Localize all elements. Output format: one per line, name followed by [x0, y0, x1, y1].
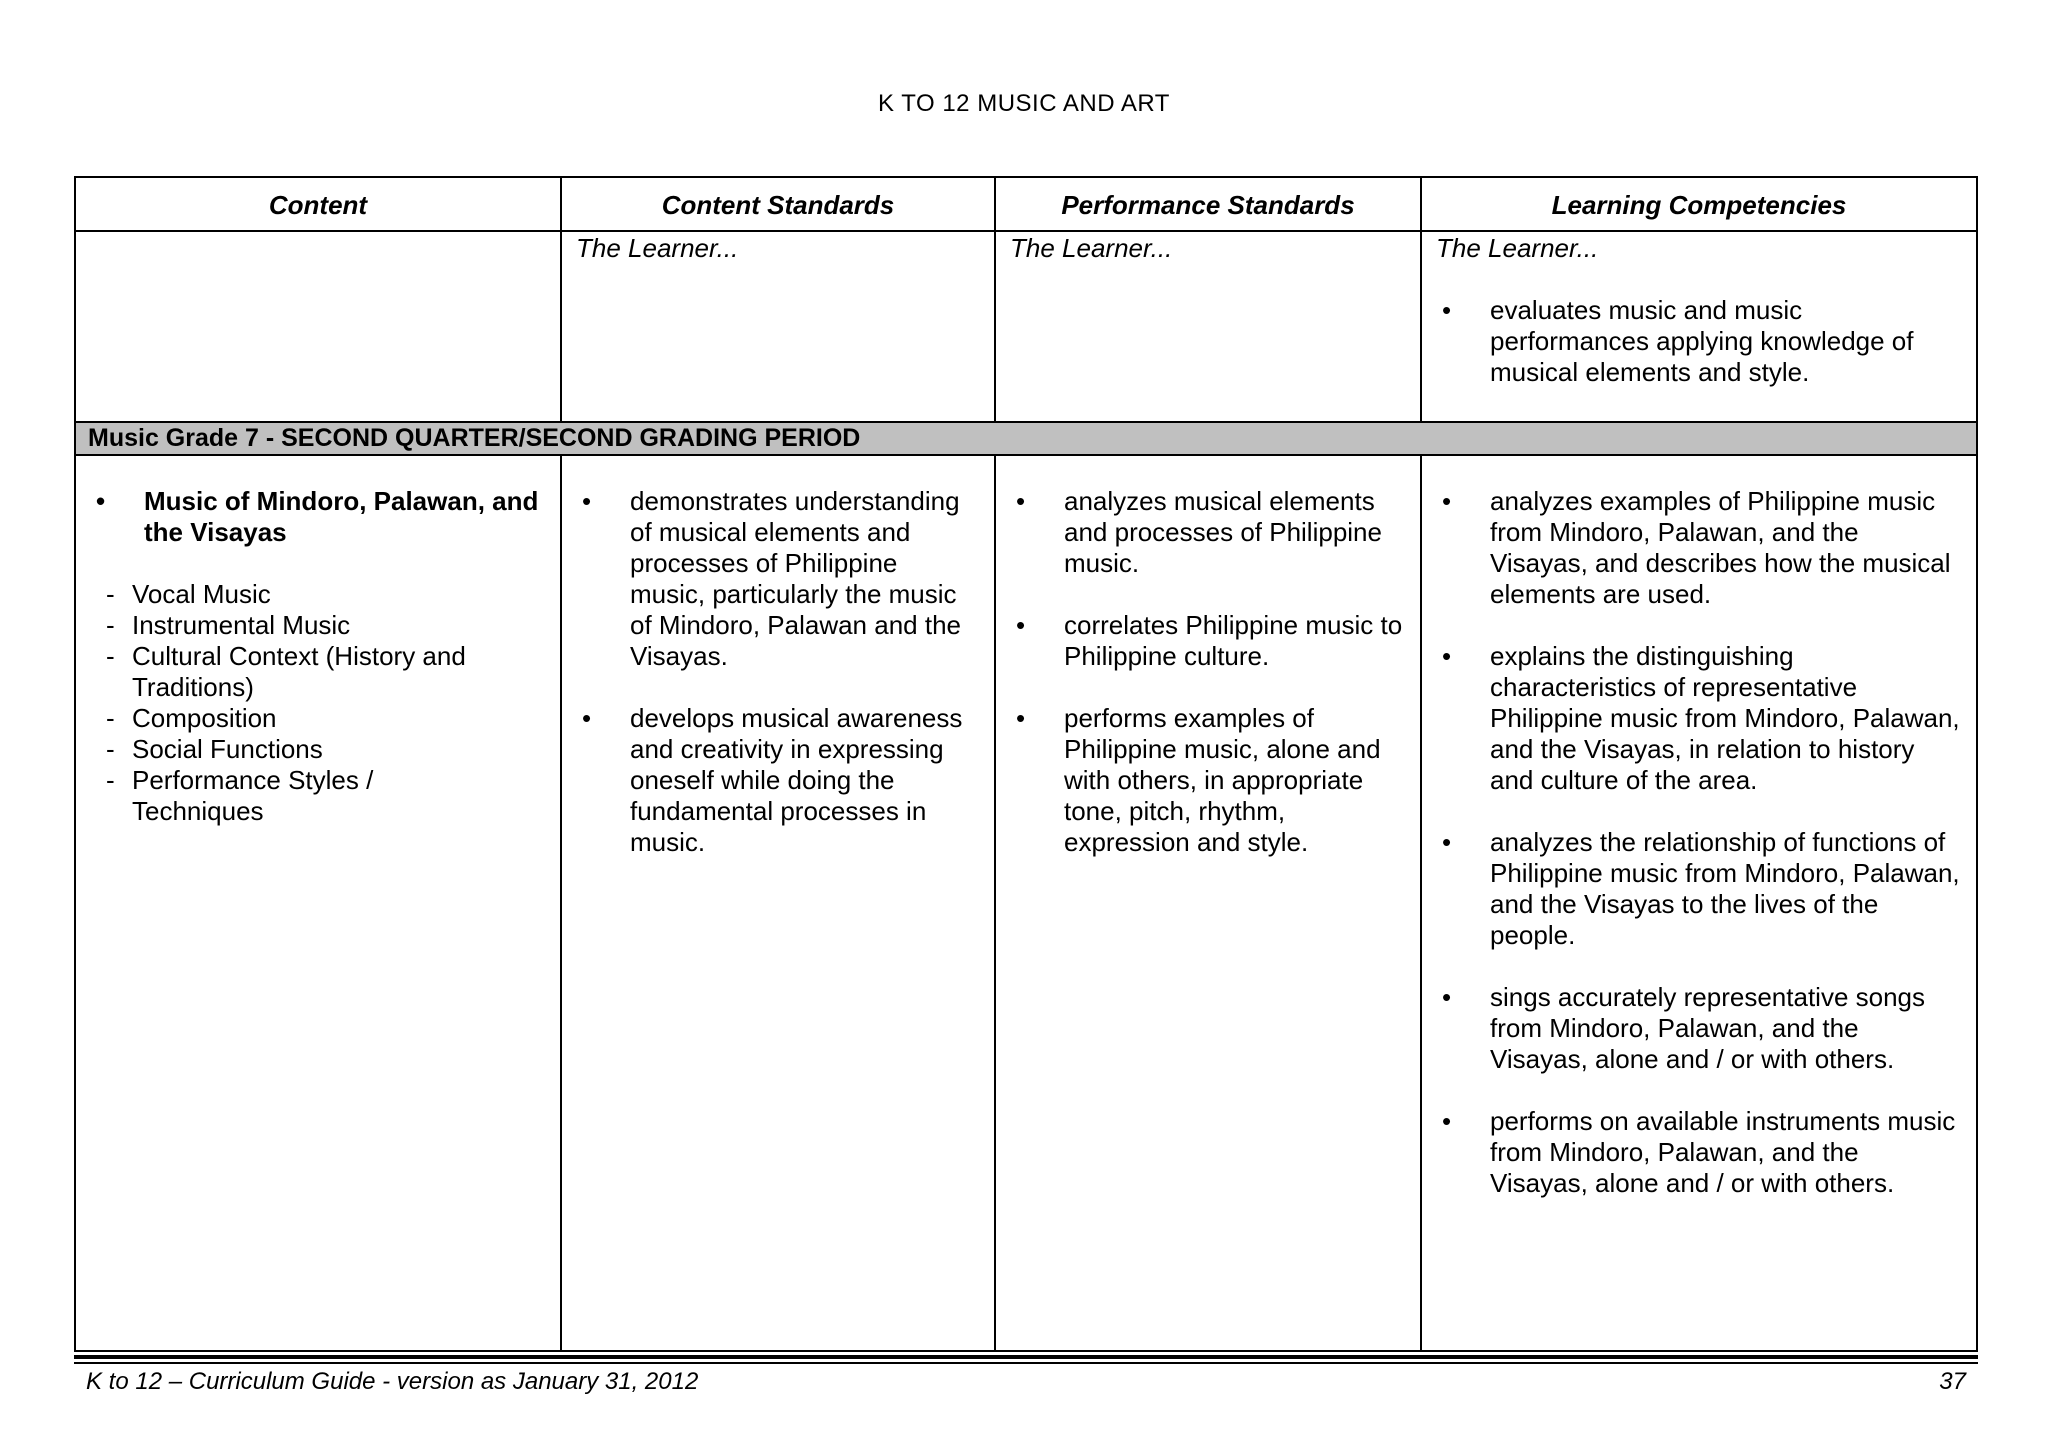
list-item: - Instrumental Music: [76, 610, 540, 641]
content-topic-label: Music of Mindoro, Palawan, and the Visayas: [144, 486, 539, 547]
list-item: - Composition: [76, 703, 540, 734]
list-item: • explains the distinguishing characteristics of representative Philippine music from Mindoro, Palawan, and the Visayas, in relation to history and culture of the area.: [1422, 641, 1962, 796]
content-standards-cell: [562, 486, 972, 889]
content-cell: [76, 486, 560, 827]
list-item: • evaluates music and music performances applying knowledge of musical elements and style.: [1422, 295, 1962, 388]
grading-period-banner: Music Grade 7 - SECOND QUARTER/SECOND GRADING PERIOD: [76, 421, 1976, 456]
list-item: • performs examples of Philippine music, alone and with others, in appropriate tone, pitch, rhythm, expression and style.: [996, 703, 1406, 858]
column-header-performance-standards: Performance Standards: [1061, 190, 1355, 220]
top-row-competencies: [1422, 295, 1962, 419]
column-header-content: Content: [268, 190, 368, 220]
column-header-content-standards: Content Standards: [661, 190, 895, 220]
list-item: • analyzes musical elements and processes of Philippine music.: [996, 486, 1406, 579]
page-number: 37: [1939, 1368, 1966, 1395]
learner-label: The Learner...: [576, 233, 739, 263]
list-item: • correlates Philippine music to Philippine culture.: [996, 610, 1406, 672]
footer-version-note: K to 12 – Curriculum Guide - version as January 31, 2012: [86, 1368, 699, 1395]
list-item: • analyzes examples of Philippine music from Mindoro, Palawan, and the Visayas, and describes how the musical elements are used.: [1422, 486, 1962, 610]
list-item: • demonstrates understanding of musical elements and processes of Philippine music, particularly the music of Mindoro, Palawan and the Visayas.: [562, 486, 972, 672]
learner-label: The Learner...: [1010, 233, 1173, 263]
column-header-learning-competencies: Learning Competencies: [1551, 190, 1847, 220]
list-item: - Cultural Context (History and Traditions): [76, 641, 540, 703]
content-topic: [76, 486, 560, 827]
page-header: K TO 12 MUSIC AND ART: [878, 90, 1170, 117]
learning-competencies-cell: [1422, 486, 1962, 1230]
list-item: - Social Functions: [76, 734, 540, 765]
list-item: • develops musical awareness and creativity in expressing oneself while doing the fundamental processes in music.: [562, 703, 972, 858]
footer-rule: [74, 1355, 1978, 1359]
curriculum-table: [74, 176, 1978, 1352]
footer-rule: [74, 1362, 1978, 1364]
performance-standards-cell: [996, 486, 1406, 889]
learner-label: The Learner...: [1436, 233, 1599, 263]
list-item: • performs on available instruments music from Mindoro, Palawan, and the Visayas, alone and / or with others.: [1422, 1106, 1962, 1199]
list-item: • sings accurately representative songs from Mindoro, Palawan, and the Visayas, alone and / or with others.: [1422, 982, 1962, 1075]
list-item: - Vocal Music: [76, 579, 540, 610]
list-item: - Performance Styles / Techniques: [76, 765, 540, 827]
list-item: • analyzes the relationship of functions of Philippine music from Mindoro, Palawan, and the Visayas to the lives of the people.: [1422, 827, 1962, 951]
